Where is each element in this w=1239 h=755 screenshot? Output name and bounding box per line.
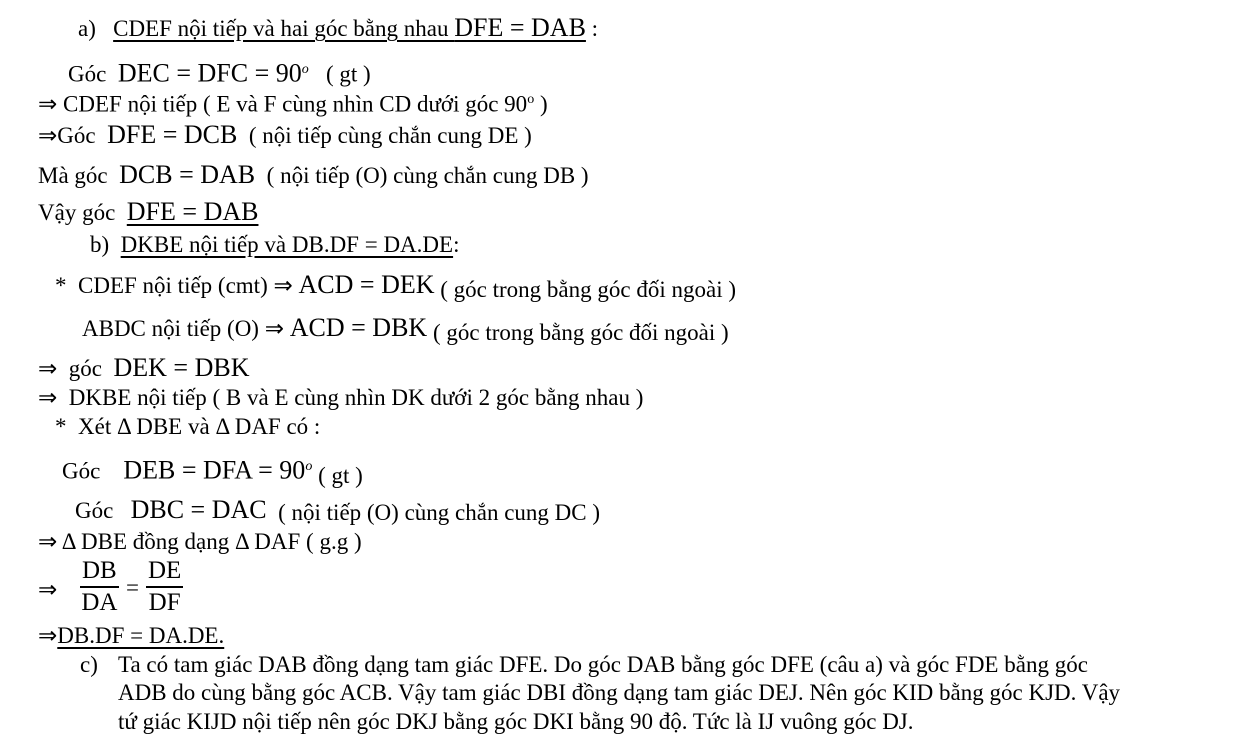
prefix: Vậy góc bbox=[38, 200, 116, 225]
note: ( góc trong bằng góc đối ngoài ) bbox=[440, 277, 736, 302]
note: ( góc trong bằng góc đối ngoài ) bbox=[432, 320, 729, 345]
tail: ) bbox=[539, 91, 548, 117]
prefix: Góc bbox=[57, 123, 96, 148]
note: ( nội tiếp cùng chắn cung DE ) bbox=[248, 123, 532, 148]
degree-sup: o bbox=[301, 62, 309, 77]
numerator: DE bbox=[146, 556, 183, 588]
heading-text: CDEF nội tiếp và hai góc bằng nhau bbox=[113, 16, 449, 41]
implies-icon: ⇒ bbox=[38, 577, 58, 602]
proof-line bbox=[68, 56, 371, 88]
math: ACD = DEK bbox=[298, 270, 435, 299]
text: Xét Δ DBE và Δ DAF có : bbox=[78, 414, 321, 439]
math: ACD = DBK bbox=[289, 313, 428, 342]
text: DB.DF = DA.DE. bbox=[57, 623, 225, 648]
part-b-heading bbox=[90, 231, 459, 259]
math: DCB = DAB bbox=[119, 160, 256, 189]
note: ( nội tiếp (O) cùng chắn cung DC ) bbox=[278, 500, 601, 525]
proof-line bbox=[82, 313, 729, 345]
math: DEB = DFA = 90 bbox=[123, 455, 306, 485]
fraction-right bbox=[146, 556, 183, 618]
prefix: Góc bbox=[62, 458, 101, 484]
implies-icon: ⇒ bbox=[38, 623, 58, 648]
text: ABDC nội tiếp (O) bbox=[82, 316, 259, 341]
proof-line bbox=[38, 121, 532, 149]
text: DKBE nội tiếp ( B và E cùng nhìn DK dưới 2 góc bằng nhau ) bbox=[68, 385, 644, 410]
colon: : bbox=[591, 16, 599, 41]
paragraph-line: Ta có tam giác DAB đồng dạng tam giác DFE. Do góc DAB bằng góc DFE (câu a) và góc FDE bằng góc bbox=[118, 652, 1088, 677]
bullet: * bbox=[55, 273, 67, 298]
prefix: góc bbox=[68, 356, 102, 381]
proof-line bbox=[38, 86, 548, 117]
prefix: Góc bbox=[75, 498, 114, 523]
part-c-label: c) bbox=[80, 652, 98, 677]
colon: : bbox=[453, 232, 460, 257]
fraction-left bbox=[80, 556, 119, 618]
implies-icon: ⇒ bbox=[38, 123, 58, 148]
paragraph-line: tứ giác KIJD nội tiếp nên góc DKJ bằng góc DKI bằng 90 độ. Tức là IJ vuông góc DJ. bbox=[118, 709, 914, 734]
math: DBC = DAC bbox=[130, 495, 267, 524]
equals-sign: = bbox=[126, 575, 139, 600]
implies-icon: ⇒ bbox=[264, 316, 284, 341]
proof-line bbox=[75, 496, 600, 524]
degree-sup: o bbox=[305, 459, 313, 474]
proof-line bbox=[62, 453, 363, 488]
note: ( nội tiếp (O) cùng chắn cung DB ) bbox=[266, 163, 589, 188]
implies-icon: ⇒ bbox=[38, 356, 58, 381]
part-a-label: a) bbox=[78, 16, 96, 41]
implies-icon: ⇒ bbox=[38, 385, 58, 410]
part-a-heading bbox=[78, 14, 598, 42]
proof-line bbox=[38, 528, 362, 556]
math: DEC = DFC = 90 bbox=[117, 58, 302, 88]
bullet: * bbox=[55, 414, 67, 439]
implies-icon: ⇒ bbox=[38, 91, 58, 117]
math: DFE = DCB bbox=[107, 120, 238, 149]
prefix: Góc bbox=[68, 61, 107, 87]
text: CDEF nội tiếp (cmt) bbox=[78, 273, 268, 298]
proof-line bbox=[38, 354, 250, 382]
degree-sup: o bbox=[527, 92, 535, 107]
heading-text: DKBE nội tiếp và DB.DF = DA.DE bbox=[120, 232, 454, 257]
math: DEK = DBK bbox=[113, 353, 250, 382]
denominator: DA bbox=[81, 589, 118, 616]
prefix: Mà góc bbox=[38, 163, 108, 188]
paragraph-line: ADB do cùng bằng góc ACB. Vậy tam giác DBI đồng dạng tam giác DEJ. Nên góc KID bằng góc KJD. Vậy bbox=[118, 680, 1121, 705]
denominator: DF bbox=[148, 589, 181, 616]
proof-line bbox=[55, 413, 320, 441]
math: DFE = DAB bbox=[126, 197, 259, 226]
implies-icon: ⇒ bbox=[38, 529, 58, 554]
note: ( gt ) bbox=[318, 462, 363, 488]
text: Δ DBE đồng dạng Δ DAF ( g.g ) bbox=[61, 529, 362, 554]
text: CDEF nội tiếp ( E và F cùng nhìn CD dưới góc 90 bbox=[63, 91, 528, 117]
note: ( gt ) bbox=[325, 61, 371, 87]
numerator: DB bbox=[80, 556, 119, 588]
part-b-label: b) bbox=[90, 232, 110, 257]
proof-line bbox=[38, 384, 643, 412]
proof-line bbox=[38, 198, 258, 226]
conclusion-line bbox=[38, 622, 224, 650]
proof-line bbox=[55, 270, 736, 302]
implies-icon: ⇒ bbox=[273, 273, 293, 298]
heading-math: DFE = DAB bbox=[454, 13, 586, 42]
proof-line bbox=[38, 161, 589, 189]
